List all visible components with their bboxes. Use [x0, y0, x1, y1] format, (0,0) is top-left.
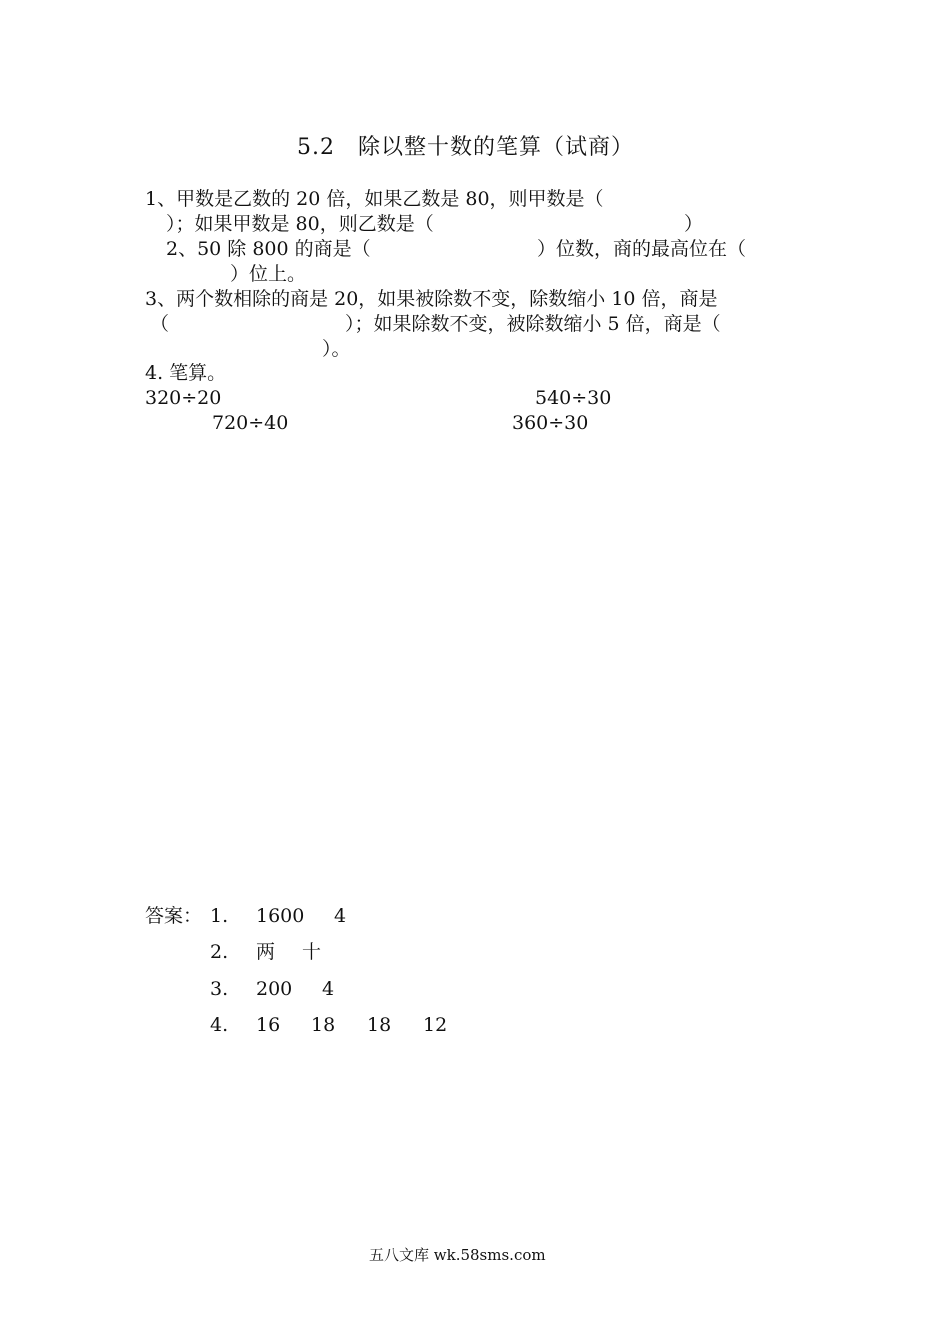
- answer-3-number: 3.: [210, 978, 229, 1000]
- answer-4-number: 4.: [210, 1014, 229, 1036]
- answer-3-value: 4: [322, 978, 335, 1000]
- question-1-blank-close: ）: [684, 213, 704, 235]
- answer-1-number: 1.: [210, 905, 229, 927]
- answer-4-value: 16: [256, 1014, 281, 1036]
- answer-3-value: 200: [256, 978, 293, 1000]
- answer-4-value: 18: [367, 1014, 392, 1036]
- question-3-line-2a: （: [150, 313, 170, 335]
- answer-4-value: 18: [311, 1014, 336, 1036]
- calc-expression-1: 320÷20: [145, 387, 222, 409]
- answer-2-number: 2.: [210, 941, 229, 963]
- question-1-line-2: ）；如果甲数是 80，则乙数是（: [166, 213, 434, 235]
- answer-1-value: 1600: [256, 905, 305, 927]
- footer-watermark: 五八文库 wk.58sms.com: [369, 1246, 546, 1264]
- question-2-line-2: ）位上。: [230, 263, 307, 285]
- answers-label: 答案：: [145, 905, 203, 927]
- question-2-line-1a: 2、50 除 800 的商是（: [166, 238, 371, 260]
- question-3-line-1: 3、两个数相除的商是 20，如果被除数不变，除数缩小 10 倍，商是: [145, 288, 718, 310]
- question-4-heading: 4. 笔算。: [145, 362, 227, 384]
- calc-expression-3: 720÷40: [212, 412, 289, 434]
- question-3-line-3: ）。: [322, 338, 351, 360]
- answer-4-value: 12: [423, 1014, 448, 1036]
- page-title: 5.2 除以整十数的笔算（试商）: [297, 135, 634, 160]
- calc-expression-2: 540÷30: [535, 387, 612, 409]
- answer-2-value: 十: [302, 941, 322, 963]
- question-2-line-1b: ）位数，商的最高位在（: [537, 238, 747, 260]
- calc-expression-4: 360÷30: [512, 412, 589, 434]
- answer-1-value: 4: [334, 905, 347, 927]
- question-1-line-1: 1、甲数是乙数的 20 倍，如果乙数是 80，则甲数是（: [145, 188, 604, 210]
- question-3-line-2b: ）；如果除数不变，被除数缩小 5 倍，商是（: [345, 313, 721, 335]
- answer-2-value: 两: [256, 941, 276, 963]
